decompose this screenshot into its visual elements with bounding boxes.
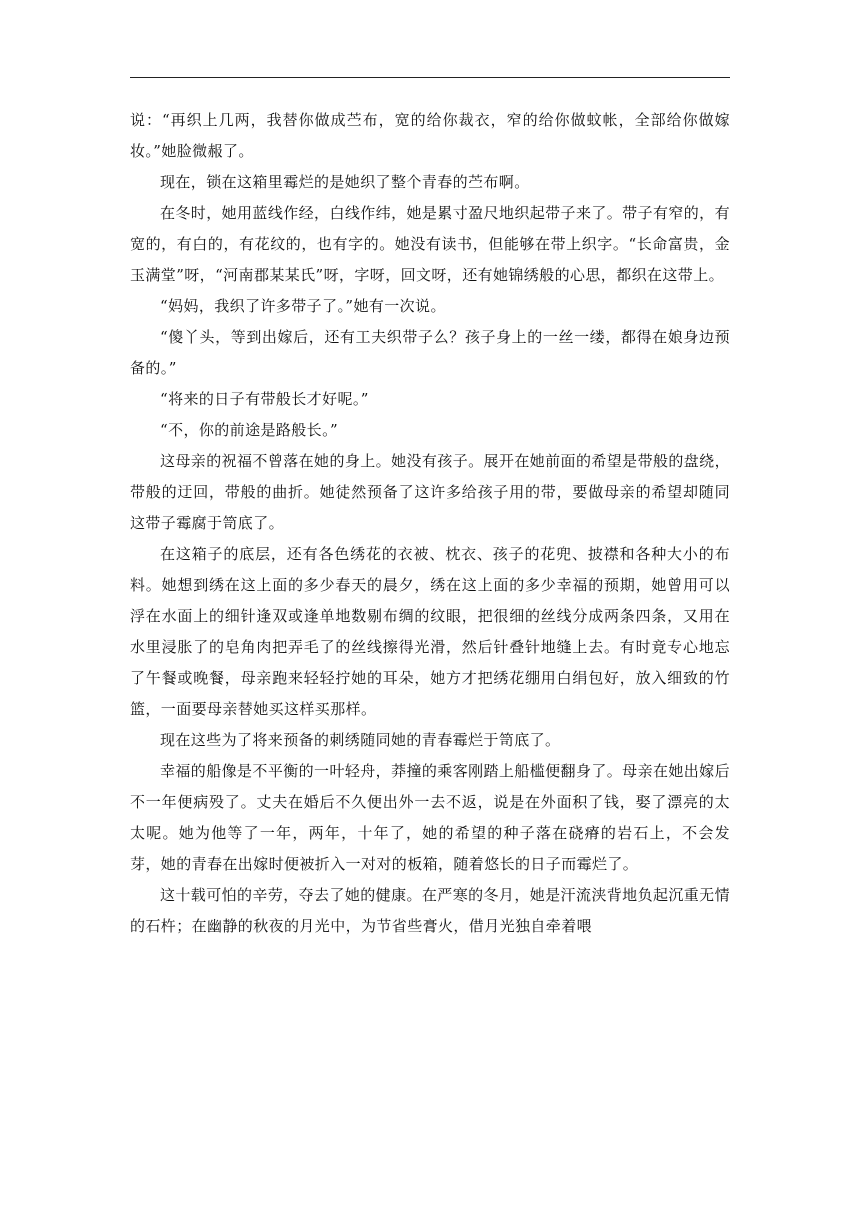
paragraph: 幸福的船像是不平衡的一叶轻舟，莽撞的乘客刚踏上船槛便翻身了。母亲在她出嫁后不一年便病殁了。丈夫在婚后不久便出外一去不返，说是在外面积了钱，娶了漂亮的太太呢。她为他等了一年，两年，十年了，她的希望的种子落在硗瘠的岩石上，不会发芽，她的青春在出嫁时便被折入一对对的板箱，随着悠长的日子而霉烂了。 [130, 762, 730, 873]
paragraph: 这母亲的祝福不曾落在她的身上。她没有孩子。展开在她前面的希望是带般的盘绕，带般的迂回，带般的曲折。她徒然预备了这许多给孩子用的带，要做母亲的希望却随同这带子霉腐于笥底了。 [130, 452, 730, 532]
paragraph: “妈妈，我织了许多带子了。”她有一次说。 [160, 297, 446, 315]
paragraph: 现在，锁在这箱里霉烂的是她织了整个青春的苎布啊。 [160, 173, 530, 191]
paragraph: 说：“再织上几两，我替你做成苎布，宽的给你裁衣，窄的给你做蚊帐，全部给你做嫁妆。”她脸微赧了。 [130, 111, 730, 160]
paragraph: 在冬时，她用蓝线作经，白线作纬，她是累寸盈尺地织起带子来了。带子有窄的，有宽的，有白的，有花纹的，也有字的。她没有读书，但能够在带上织字。“长命富贵，金玉满堂”呀，“河南郡某某氏”呀，字呀，回文呀，还有她锦绣般的心思，都织在这带上。 [130, 204, 730, 284]
paragraph: “不，你的前途是路般长。” [160, 421, 339, 439]
body-text [130, 105, 730, 942]
paragraph: 在这箱子的底层，还有各色绣花的衣被、枕衣、孩子的花兜、披襟和各种大小的布料。她想到绣在这上面的多少春天的晨夕，绣在这上面的多少幸福的预期，她曾用可以浮在水面上的细针逢双或逢单地数剔布绸的纹眼，把很细的丝线分成两条四条，又用在水里浸胀了的皂角肉把弄毛了的丝线擦得光滑，然后针叠针地缝上去。有时竟专心地忘了午餐或晚餐，母亲跑来轻轻拧她的耳朵，她方才把绣花绷用白绢包好，放入细致的竹篮，一面要母亲替她买这样买那样。 [130, 545, 730, 718]
paragraph: “傻丫头，等到出嫁后，还有工夫织带子么？孩子身上的一丝一缕，都得在娘身边预备的。” [130, 328, 730, 377]
header-rule [130, 77, 730, 78]
paragraph: 现在这些为了将来预备的刺绣随同她的青春霉烂于笥底了。 [160, 731, 561, 749]
paragraph: 这十载可怕的辛劳，夺去了她的健康。在严寒的冬月，她是汗流浃背地负起沉重无情的石杵；在幽静的秋夜的月光中，为节省些膏火，借月光独自牵着喂 [130, 886, 730, 935]
paragraph: “将来的日子有带般长才好呢。” [160, 390, 369, 408]
